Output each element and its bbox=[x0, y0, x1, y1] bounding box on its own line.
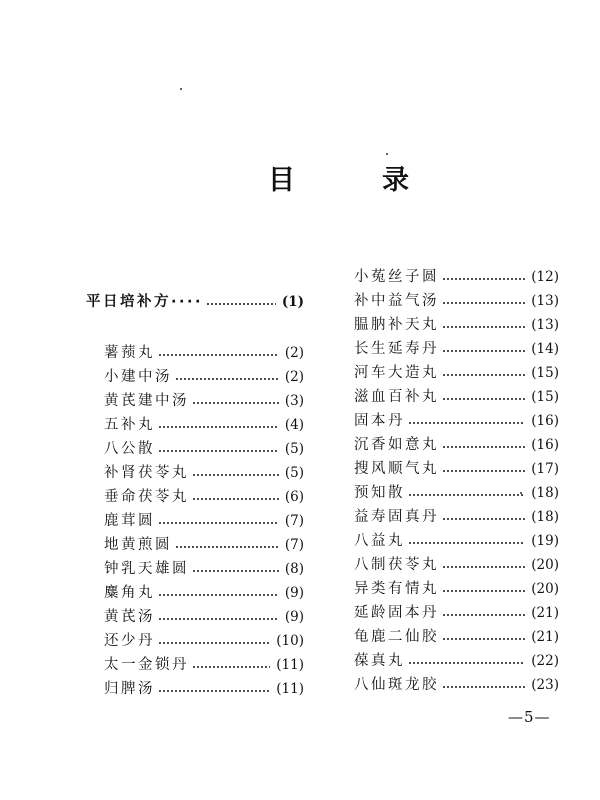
toc-entry bbox=[354, 673, 559, 697]
toc-entry-page: (3) bbox=[284, 393, 304, 409]
dot-leader bbox=[442, 470, 525, 472]
toc-entry bbox=[104, 533, 304, 557]
toc-entry bbox=[354, 289, 559, 313]
toc-entry-page: (15) bbox=[531, 389, 559, 405]
toc-entry-page: (9) bbox=[284, 609, 304, 625]
toc-entry bbox=[354, 529, 559, 553]
toc-entry-title: 还少丹 bbox=[104, 633, 155, 649]
toc-entry bbox=[104, 629, 304, 653]
toc-entry bbox=[354, 409, 559, 433]
dot-leader bbox=[442, 374, 525, 376]
scan-speck bbox=[386, 153, 388, 155]
toc-entry-page: (1) bbox=[281, 294, 304, 310]
dot-leader bbox=[442, 518, 525, 520]
dot-leader bbox=[442, 686, 525, 688]
dot-leader bbox=[158, 354, 279, 356]
toc-entry bbox=[354, 601, 559, 625]
dot-leader bbox=[192, 666, 270, 668]
toc-entry-title: 河车大造丸 bbox=[354, 365, 439, 381]
toc-entry-page: (16) bbox=[531, 437, 559, 453]
toc-entry-title: 龟鹿二仙胶 bbox=[354, 629, 439, 645]
toc-entry-page: (8) bbox=[284, 561, 304, 577]
toc-entry bbox=[104, 653, 304, 677]
toc-entry-title: 补肾茯苓丸 bbox=[104, 465, 189, 481]
toc-entry-title: 滋血百补丸 bbox=[354, 389, 439, 405]
toc-entry bbox=[354, 385, 559, 409]
toc-entry bbox=[354, 457, 559, 481]
dot-leader bbox=[442, 302, 525, 304]
toc-entry bbox=[354, 505, 559, 529]
toc-entry bbox=[104, 413, 304, 437]
dot-leader bbox=[442, 278, 525, 280]
toc-entry bbox=[104, 389, 304, 413]
dot-leader bbox=[408, 542, 525, 544]
dot-leader bbox=[158, 618, 279, 620]
toc-entry-title: 归脾汤 bbox=[104, 681, 155, 697]
toc-entry-title: 延龄固本丹 bbox=[354, 605, 439, 621]
toc-entry-page: (22) bbox=[531, 653, 559, 669]
toc-entry-page: (17) bbox=[531, 461, 559, 477]
toc-entry-page: (18) bbox=[531, 509, 559, 525]
toc-entry bbox=[104, 605, 304, 629]
toc-entry bbox=[354, 481, 559, 505]
toc-entry-page: (20) bbox=[531, 581, 559, 597]
toc-entry bbox=[354, 361, 559, 385]
toc-entry bbox=[104, 509, 304, 533]
dot-leader bbox=[408, 422, 525, 424]
toc-entry-title: 葆真丸 bbox=[354, 653, 405, 669]
scan-speck bbox=[180, 88, 182, 90]
toc-entry-page: (15) bbox=[531, 365, 559, 381]
toc-entry-page: (20) bbox=[531, 557, 559, 573]
toc-entry-page: (6) bbox=[284, 489, 304, 505]
toc-entry-title: 黄芪建中汤 bbox=[104, 393, 189, 409]
scan-speck bbox=[520, 492, 522, 494]
toc-entry-page: (10) bbox=[276, 633, 304, 649]
toc-entry-page: (2) bbox=[284, 345, 304, 361]
toc-entry bbox=[354, 313, 559, 337]
toc-entry-page: (7) bbox=[284, 537, 304, 553]
toc-entry bbox=[354, 649, 559, 673]
toc-section-heading bbox=[86, 290, 304, 314]
toc-entry-page: (19) bbox=[531, 533, 559, 549]
dot-leader bbox=[442, 326, 525, 328]
toc-entry-page: (13) bbox=[531, 317, 559, 333]
toc-entry bbox=[104, 341, 304, 365]
toc-entry bbox=[104, 437, 304, 461]
toc-entry-title: 麋角丸 bbox=[104, 585, 155, 601]
dot-leader bbox=[192, 402, 279, 404]
toc-entry-page: (7) bbox=[284, 513, 304, 529]
dot-leader bbox=[158, 594, 279, 596]
toc-entry bbox=[104, 677, 304, 701]
toc-entry bbox=[104, 557, 304, 581]
toc-entry-title: 搜风顺气丸 bbox=[354, 461, 439, 477]
toc-entry bbox=[354, 433, 559, 457]
toc-entry-page: (5) bbox=[284, 441, 304, 457]
dot-leader bbox=[408, 494, 525, 496]
toc-entry-title: 鹿茸圆 bbox=[104, 513, 155, 529]
toc-entry bbox=[354, 337, 559, 361]
dot-leader bbox=[158, 522, 279, 524]
toc-entry-title: 五补丸 bbox=[104, 417, 155, 433]
dot-leader bbox=[206, 303, 276, 305]
toc-entry-page: (11) bbox=[276, 681, 304, 697]
toc-entry bbox=[104, 365, 304, 389]
dot-leader bbox=[158, 426, 279, 428]
dot-leader bbox=[442, 638, 525, 640]
toc-entry-title: 长生延寿丹 bbox=[354, 341, 439, 357]
page-title: 目 录 bbox=[268, 165, 439, 196]
toc-entry-page: (18) bbox=[531, 485, 559, 501]
toc-entry-title: 益寿固真丹 bbox=[354, 509, 439, 525]
toc-entry bbox=[354, 553, 559, 577]
toc-entry-title: 腽肭补天丸 bbox=[354, 317, 439, 333]
toc-entry-page: (2) bbox=[284, 369, 304, 385]
toc-entry-page: (12) bbox=[531, 269, 559, 285]
toc-entry bbox=[354, 577, 559, 601]
toc-entry-page: (5) bbox=[284, 465, 304, 481]
toc-entry bbox=[104, 461, 304, 485]
toc-entry-page: (13) bbox=[531, 293, 559, 309]
dot-leader bbox=[408, 662, 525, 664]
toc-entry bbox=[104, 485, 304, 509]
toc-entry-page: (21) bbox=[531, 605, 559, 621]
dot-leader bbox=[175, 546, 279, 548]
dot-leader bbox=[192, 474, 279, 476]
dot-leader bbox=[175, 378, 279, 380]
toc-entry bbox=[354, 625, 559, 649]
dot-leader bbox=[442, 590, 525, 592]
toc-entry-title: 异类有情丸 bbox=[354, 581, 439, 597]
toc-entry-title: 八益丸 bbox=[354, 533, 405, 549]
toc-entry-title: 黄芪汤 bbox=[104, 609, 155, 625]
toc-entry-title: 平日培补方···· bbox=[86, 294, 204, 310]
toc-entry-title: 八公散 bbox=[104, 441, 155, 457]
dot-leader bbox=[442, 614, 525, 616]
toc-entry-title: 补中益气汤 bbox=[354, 293, 439, 309]
toc-entry-title: 薯蓣丸 bbox=[104, 345, 155, 361]
toc-entry-title: 钟乳天雄圆 bbox=[104, 561, 189, 577]
toc-entry-page: (9) bbox=[284, 585, 304, 601]
toc-entry-title: 沉香如意丸 bbox=[354, 437, 439, 453]
toc-entry-page: (16) bbox=[531, 413, 559, 429]
toc-entry-title: 小建中汤 bbox=[104, 369, 172, 385]
toc-entry-title: 八制茯苓丸 bbox=[354, 557, 439, 573]
page-number: —5— bbox=[508, 708, 551, 726]
toc-entry bbox=[354, 265, 559, 289]
toc-entry-page: (14) bbox=[531, 341, 559, 357]
toc-entry-page: (4) bbox=[284, 417, 304, 433]
dot-leader bbox=[442, 446, 525, 448]
toc-entry-page: (11) bbox=[276, 657, 304, 673]
dot-leader bbox=[442, 398, 525, 400]
dot-leader bbox=[158, 642, 270, 644]
toc-entry-title: 太一金锁丹 bbox=[104, 657, 189, 673]
toc-entry-title: 固本丹 bbox=[354, 413, 405, 429]
dot-leader bbox=[442, 566, 525, 568]
toc-entry-title: 地黄煎圆 bbox=[104, 537, 172, 553]
dot-leader bbox=[192, 498, 279, 500]
toc-entry-title: 垂命茯苓丸 bbox=[104, 489, 189, 505]
toc-entry-page: (21) bbox=[531, 629, 559, 645]
toc-entry-page: (23) bbox=[531, 677, 559, 693]
toc-entry bbox=[104, 581, 304, 605]
toc-entry-title: 八仙斑龙胶 bbox=[354, 677, 439, 693]
dot-leader bbox=[158, 450, 279, 452]
toc-entry-title: 小菟丝子圆 bbox=[354, 269, 439, 285]
toc-entry-title: 预知散 bbox=[354, 485, 405, 501]
dot-leader bbox=[442, 350, 525, 352]
dot-leader bbox=[158, 690, 270, 692]
dot-leader bbox=[192, 570, 279, 572]
